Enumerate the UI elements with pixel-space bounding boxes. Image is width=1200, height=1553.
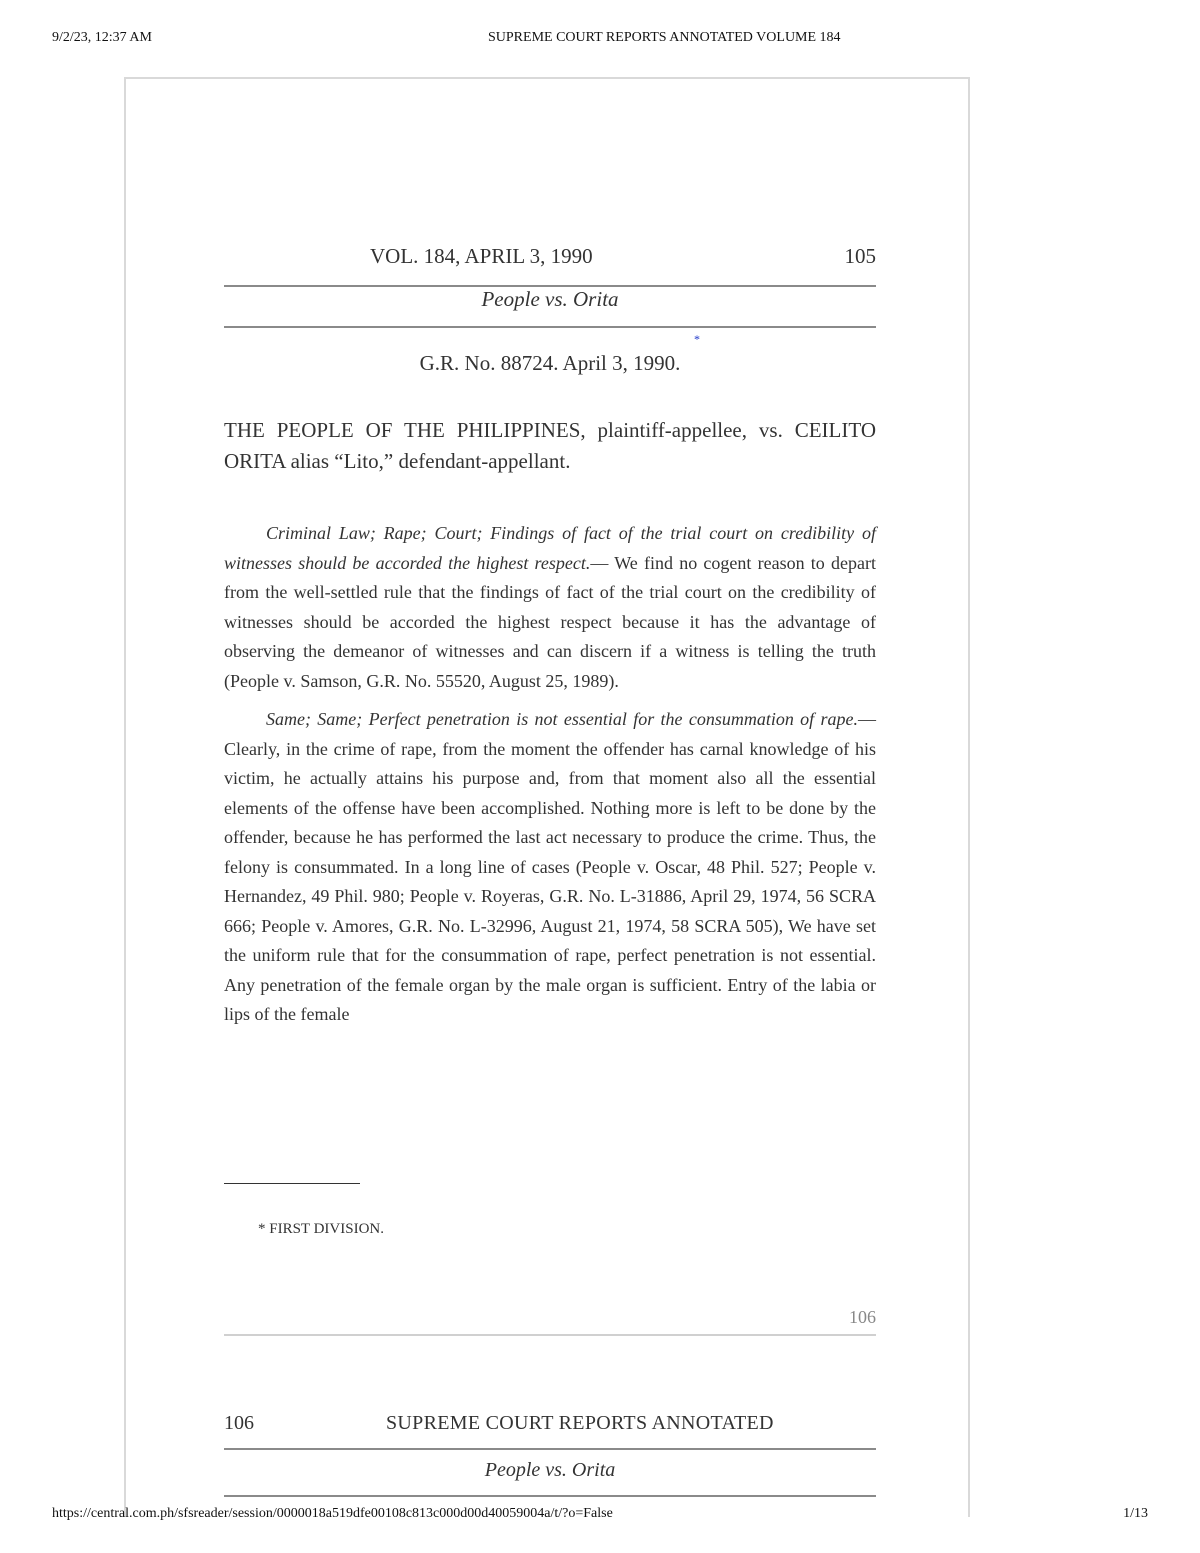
next-case-short-title: People vs. Orita bbox=[484, 1459, 616, 1481]
gr-number-line: G.R. No. 88724. April 3, 1990. bbox=[419, 351, 681, 375]
page-break-marker: 106 bbox=[849, 1307, 876, 1327]
footnote-link[interactable]: * bbox=[694, 332, 700, 346]
syllabus-text: — We find no cogent reason to depart from the well-settled rule that the findings of fact of the trial court on the credibility of witnesses should be accorded the highest respect because it has the advantage of observing the demeanor of witnesses and can discern if a witness is telling the truth (People v. Samson, G.R. No. 55520, August 25, 1989). bbox=[224, 552, 876, 691]
syllabus-keywords: Same; Same; Perfect penetration is not essential for the consummation of rape. bbox=[266, 709, 858, 729]
document-page bbox=[124, 77, 970, 1517]
volume-date: VOL. 184, APRIL 3, 1990 bbox=[370, 244, 593, 268]
footnote-rule bbox=[224, 1183, 360, 1184]
print-title: SUPREME COURT REPORTS ANNOTATED VOLUME 184 bbox=[488, 30, 841, 45]
next-page-number: 106 bbox=[224, 1412, 254, 1434]
page-break-rule bbox=[224, 1334, 876, 1336]
next-header-rule-bottom bbox=[224, 1495, 876, 1497]
syllabus-keywords: Criminal Law; Rape; Court; Findings of fact of the trial court on credibility of witnesses should be accorded the highest respect. bbox=[224, 523, 876, 573]
print-url: https://central.com.ph/sfsreader/session/0000018a519dfe00108c813c000d00d40059004a/t/?o=False bbox=[52, 1506, 613, 1521]
syllabus-paragraph bbox=[224, 705, 876, 1030]
next-header-rule-top bbox=[224, 1448, 876, 1450]
print-date: 9/2/23, 12:37 AM bbox=[52, 30, 152, 45]
header-rule-bottom bbox=[224, 326, 876, 328]
page-number: 105 bbox=[844, 244, 876, 268]
next-page-running-title: SUPREME COURT REPORTS ANNOTATED bbox=[386, 1412, 774, 1434]
footnote: * FIRST DIVISION. bbox=[258, 1221, 384, 1237]
print-page-count: 1/13 bbox=[1123, 1506, 1148, 1521]
syllabus-paragraph bbox=[224, 519, 876, 696]
case-parties: THE PEOPLE OF THE PHILIPPINES, plaintiff-appellee, vs. CEILITO ORITA alias “Lito,” defendant-appellant. bbox=[224, 418, 876, 473]
print-footer bbox=[0, 1506, 1200, 1526]
print-header bbox=[0, 30, 1200, 50]
syllabus-text: — Clearly, in the crime of rape, from the moment the offender has carnal knowledge of his victim, he actually attains his purpose and, from that moment also all the essential elements of the offense have been accomplished. Nothing more is left to be done by the offender, because he has performed the last act necessary to produce the crime. Thus, the felony is consummated. In a long line of cases (People v. Oscar, 48 Phil. 527; People v. Hernandez, 49 Phil. 980; People v. Royeras, G.R. No. L-31886, April 29, 1974, 56 SCRA 666; People v. Amores, G.R. No. L-32996, August 21, 1974, 58 SCRA 505), We have set the uniform rule that for the consummation of rape, perfect penetration is not essential. Any penetration of the female organ by the male organ is sufficient. Entry of the labia or lips of the female bbox=[224, 709, 876, 1024]
case-short-title: People vs. Orita bbox=[481, 287, 619, 311]
syllabus bbox=[224, 519, 876, 1039]
